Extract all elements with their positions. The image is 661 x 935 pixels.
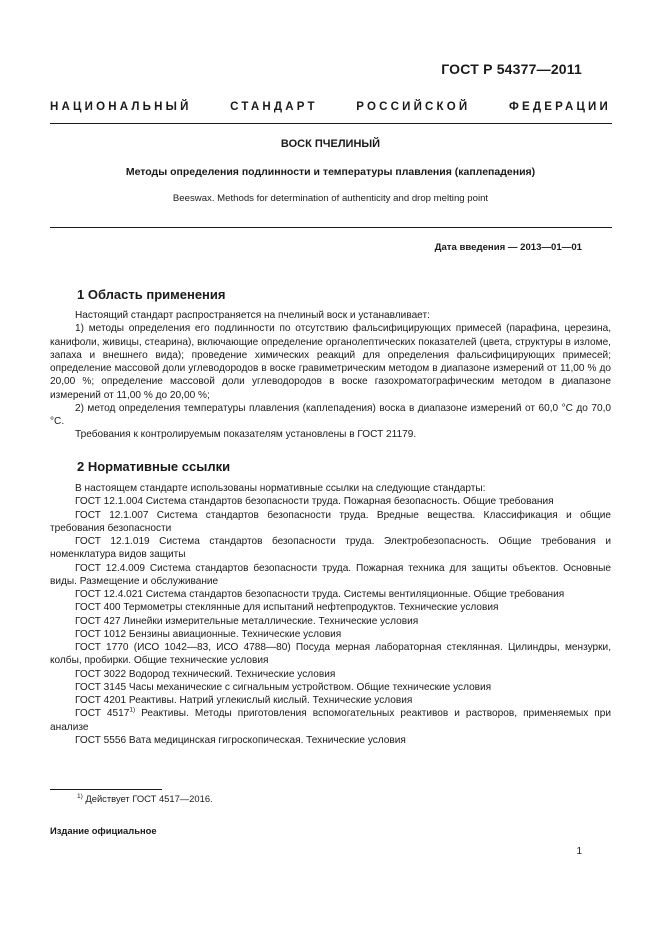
normative-reference: ГОСТ 12.1.019 Система стандартов безопасности труда. Электробезопасность. Общие требования и номенклатура видов защиты: [50, 536, 611, 561]
section-1-paragraph: Настоящий стандарт распространяется на пчелиный воск и устанавливает:: [75, 310, 430, 321]
english-title: Beeswax. Methods for determination of authenticity and drop melting point: [172, 193, 489, 204]
footnote-divider: [50, 789, 162, 790]
section-1-paragraph: 1) методы определения его подлинности по отсутствию фальсифицирующих примесей (парафина, церезина, канифоли, живицы, стеарина), включающие определение органолептических показателей (цвета, структуры в изломе, запаха и внешнего вида); проведение химических реакций для определения фальсифицирующих примесей; определение массовой доли углеводородов в воске гравиметрическим методом в диапазоне измерений от 11,00 % до 20,00 %; определение массовой доли углеводородов в воске газохроматографическим методом в диапазоне измерений от 11,00 % до 20,00 %;: [50, 323, 611, 401]
footnote-text: Действует ГОСТ 4517—2016.: [82, 793, 213, 804]
reference-code: ГОСТ 4517: [75, 708, 130, 720]
normative-reference: ГОСТ 3022 Водород технический. Технические условия: [75, 668, 336, 680]
top-divider: [50, 123, 612, 124]
section-2-heading: 2 Нормативные ссылки: [77, 459, 231, 474]
normative-reference: ГОСТ 3145 Часы механические с сигнальным устройством. Общие технические условия: [75, 681, 492, 693]
normative-reference: ГОСТ 427 Линейки измерительные металлические. Технические условия: [75, 615, 419, 627]
introduction-date: Дата введения — 2013—01—01: [434, 242, 582, 253]
normative-reference: ГОСТ 400 Термометры стеклянные для испытаний нефтепродуктов. Технические условия: [75, 602, 499, 614]
footnote: [77, 793, 213, 804]
footnote-marker: 1): [77, 792, 83, 800]
section-1-paragraph: 2) метод определения температуры плавления (каплепадения) воска в диапазоне измерений от 60,0 °С до 70,0 °С.: [50, 402, 611, 427]
edition-note: Издание официальное: [50, 825, 157, 836]
document-subtitle: Методы определения подлинности и температуры плавления (каплепадения): [125, 166, 536, 178]
bottom-divider: [50, 227, 612, 228]
reference-text: Реактивы. Методы приготовления вспомогательных реактивов и растворов, применяемых при анализе: [50, 708, 611, 733]
normative-reference: ГОСТ 1770 (ИСО 1042—83, ИСО 4788—80) Посуда мерная лабораторная стеклянная. Цилиндры, мензурки, колбы, пробирки. Общие технические условия: [50, 642, 611, 667]
footnote-marker: 1): [129, 706, 136, 714]
normative-reference-4517: [50, 707, 611, 734]
normative-reference: ГОСТ 12.1.004 Система стандартов безопасности труда. Пожарная безопасность. Общие требования: [75, 496, 554, 508]
normative-reference: ГОСТ 12.1.007 Система стандартов безопасности труда. Вредные вещества. Классификация и общие требования безопасности: [50, 509, 611, 534]
section-2-intro: В настоящем стандарте использованы нормативные ссылки на следующие стандарты:: [75, 483, 486, 494]
section-2-body: [50, 482, 611, 747]
section-1-body: [50, 309, 611, 442]
normative-reference: ГОСТ 12.4.021 Система стандартов безопасности труда. Системы вентиляционные. Общие требования: [75, 589, 565, 600]
normative-reference: ГОСТ 12.4.009 Система стандартов безопасности труда. Пожарная техника для защиты объектов. Основные виды. Размещение и обслуживание: [50, 562, 611, 587]
normative-reference: ГОСТ 5556 Вата медицинская гигроскопическая. Технические условия: [75, 734, 406, 746]
document-title: ВОСК ПЧЕЛИНЫЙ: [280, 138, 381, 150]
section-1-paragraph: Требования к контролируемым показателям установлены в ГОСТ 21179.: [75, 429, 417, 441]
normative-reference: ГОСТ 4201 Реактивы. Натрий углекислый кислый. Технические условия: [75, 695, 413, 706]
standard-code: ГОСТ Р 54377—2011: [441, 61, 582, 77]
page-number: 1: [576, 846, 582, 857]
national-standard-banner: НАЦИОНАЛЬНЫЙ СТАНДАРТ РОССИЙСКОЙ ФЕДЕРАЦИИ: [50, 101, 611, 113]
normative-reference: ГОСТ 1012 Бензины авиационные. Технические условия: [75, 628, 342, 640]
section-1-heading: 1 Область применения: [77, 287, 226, 302]
